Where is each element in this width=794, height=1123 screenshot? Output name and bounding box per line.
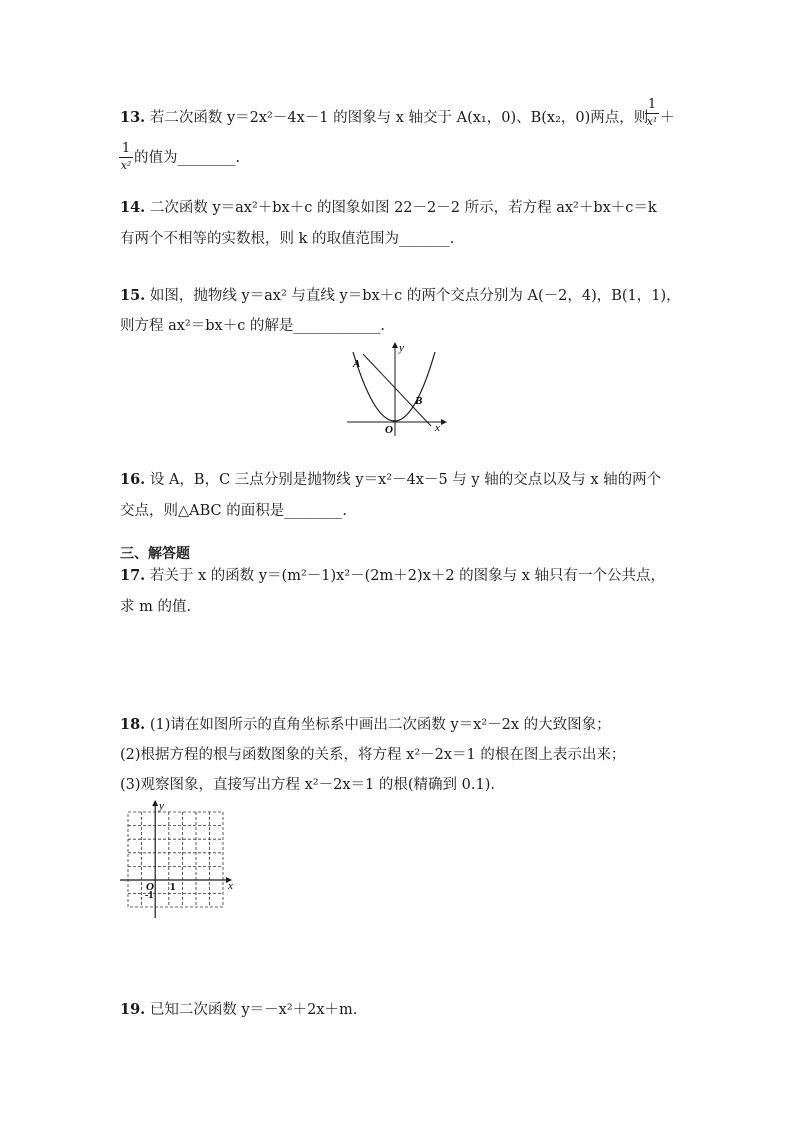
q16-number: 16. (120, 471, 146, 488)
q13-frac2-den: x² (120, 159, 132, 172)
q16-line2: 交点，则△ABC 的面积是________. (120, 503, 347, 519)
q13-line2: 的值为________. (134, 150, 241, 166)
q15-line1 (120, 286, 681, 306)
q18-text: (1)请在如图所示的直角坐标系中画出二次函数 y＝x²－2x 的大致图象； (149, 717, 611, 733)
label-O: O (385, 424, 393, 436)
q18-line2: (2)根据方程的根与函数图象的关系，将方程 x²－2x＝1 的根在图上表示出来； (120, 747, 626, 763)
q15-text: 如图，抛物线 y＝ax² 与直线 y＝bx＋c 的两个交点分别为 A(－2，4)，B(1，1)， (149, 288, 681, 304)
q17-number: 17. (120, 567, 146, 584)
q17-line2: 求 m 的值. (120, 599, 192, 615)
q18-line3: (3)观察图象，直接写出方程 x²－2x＝1 的根(精确到 0.1). (120, 777, 495, 793)
q18-number: 18. (120, 716, 146, 733)
q19-line1 (120, 1000, 357, 1020)
q14-line1 (120, 198, 657, 218)
q15-number: 15. (120, 287, 146, 304)
q13-frac2-num: 1 (119, 141, 133, 158)
q15-figure (345, 340, 455, 440)
q14-number: 14. (120, 199, 146, 216)
q17-line1 (120, 566, 665, 586)
dashed-grid (128, 812, 223, 907)
q13-plus: ＋ (660, 110, 675, 126)
grid-label-1: 1 (170, 881, 176, 893)
q18-grid-figure (118, 800, 243, 920)
grid-label-neg1: -1 (145, 890, 154, 901)
label-B: B (415, 395, 423, 407)
section-heading: 三、解答题 (120, 546, 190, 562)
grid-label-y: y (159, 800, 164, 812)
label-A: A (353, 358, 361, 370)
q13-frac1-den: x¹ (646, 115, 658, 128)
q13-frac1-num: 1 (645, 97, 659, 114)
q13-number: 13. (120, 109, 146, 126)
q15-line2: 则方程 ax²＝bx＋c 的解是____________. (120, 318, 386, 334)
q17-text: 若关于 x 的函数 y＝(m²－1)x²－(2m＋2)x＋2 的图象与 x 轴只有一个公共点， (149, 568, 666, 584)
q19-text: 已知二次函数 y＝－x²＋2x＋m. (149, 1002, 358, 1018)
q13-text: 若二次函数 y＝2x²－4x－1 的图象与 x 轴交于 A(x₁，0)、B(x₂，0)两点，则 (149, 110, 649, 126)
label-x: x (435, 422, 440, 434)
q14-text: 二次函数 y＝ax²＋bx＋c 的图象如图 22－2－2 所示，若方程 ax²＋bx＋c＝k (149, 200, 657, 216)
y-axis-arrow (392, 342, 398, 348)
q13-frac1 (645, 97, 659, 130)
q16-text: 设 A，B，C 三点分别是抛物线 y＝x²－4x－5 与 y 轴的交点以及与 x 轴的两个 (149, 472, 662, 488)
q16-line1 (120, 470, 661, 490)
grid-label-O: O (146, 881, 154, 893)
line-AB (363, 354, 431, 426)
q18-line1 (120, 715, 611, 735)
q13-frac2 (119, 141, 133, 174)
q14-line2: 有两个不相等的实数根，则 k 的取值范围为_______. (120, 231, 455, 247)
q13-line1 (120, 108, 648, 128)
q19-number: 19. (120, 1001, 146, 1018)
x-axis-arrow (441, 419, 447, 425)
label-y: y (399, 342, 404, 354)
grid-label-x: x (228, 880, 233, 892)
grid-y-arrow (152, 800, 158, 806)
